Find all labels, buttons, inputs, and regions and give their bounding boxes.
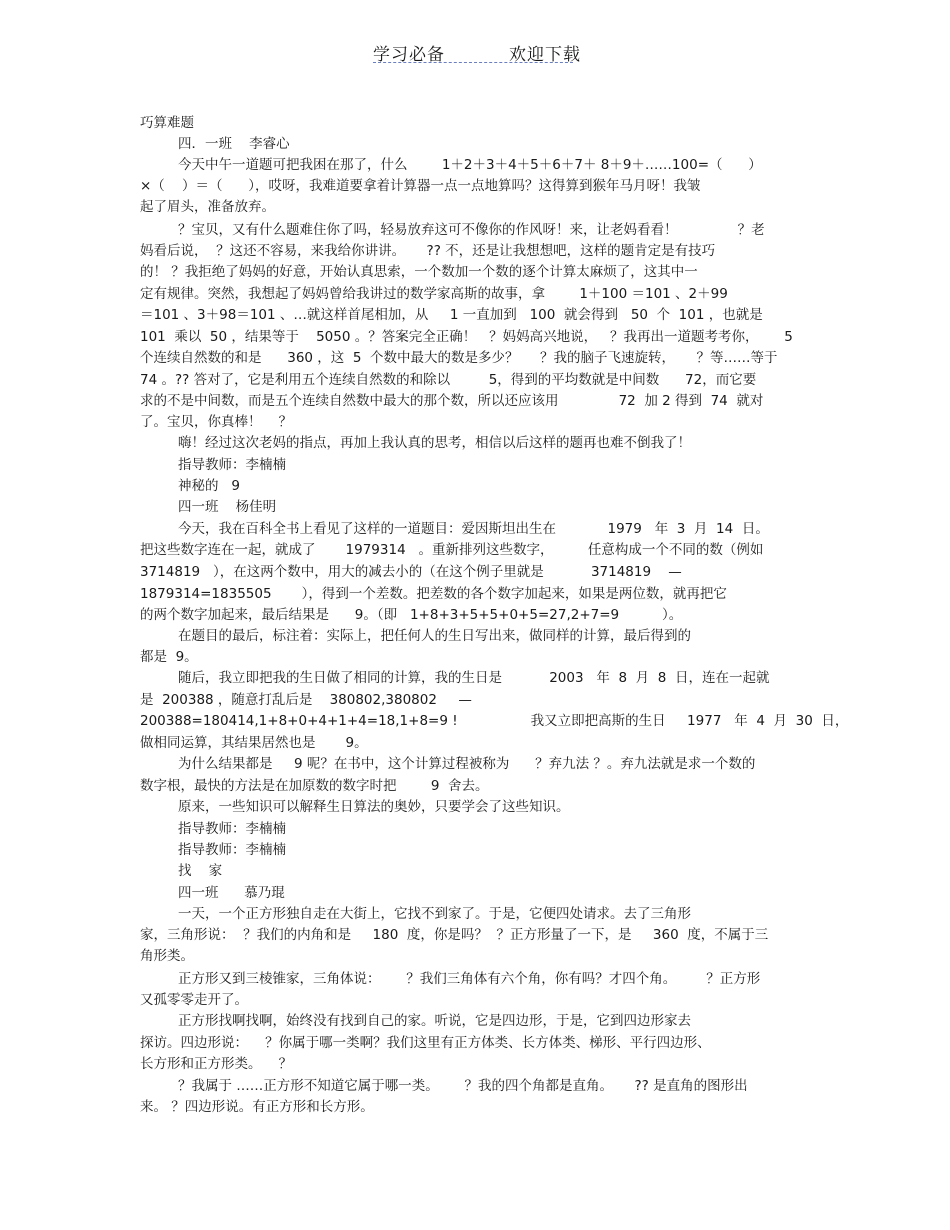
paragraph-line: 3714819 ），在这两个数中，用大的减去小的（在这个例子里就是 3714819 —	[140, 564, 682, 580]
paragraph-line: 又孤零零走开了。	[140, 992, 248, 1008]
paragraph-line: 的两个数字加起来，最后结果是 9。（即 1+8+3+5+5+0+5=27,2+7=9 ）。	[140, 607, 683, 623]
paragraph-line: 的！ ？我拒绝了妈妈的好意，开始认真思索，一个数加一个数的逐个计算太麻烦了，这其中一	[140, 264, 698, 280]
paragraph-line: 家，三角形说： ？我们的内角和是 180 度，你是吗？ ？正方形量了一下，是 360 度，不属于三	[140, 927, 769, 943]
paragraph-line: 做相同运算，其结果居然也是 9。	[140, 735, 368, 751]
paragraph-line: 101 乘以 50 ，结果等于 5050 。？答案完全正确！ ？妈妈高兴地说， ？我再出一道题考考你， 5	[140, 329, 793, 345]
paragraph-line: 1879314=1835505 ），得到一个差数。把差数的各个数字加起来，如果是两位数，就再把它	[140, 586, 727, 602]
paragraph-line: 今天中午一道题可把我困在那了，什么 1＋2＋3＋4＋5＋6＋7＋ 8＋9＋……100=（ ）	[178, 157, 762, 173]
paragraph-line: 定有规律。突然，我想起了妈妈曾给我讲过的数学家高斯的故事，拿 1＋100 ＝101 、2＋99	[140, 286, 728, 302]
author-line: 四一班 杨佳明	[178, 499, 277, 515]
paragraph-line: 了。宝贝，你真棒！ ？	[140, 414, 293, 430]
essay-title: 巧算难题	[140, 115, 194, 131]
paragraph-line: 来。 ？四边形说。有正方形和长方形。	[140, 1099, 374, 1115]
teacher-line: 指导教师：李楠楠	[178, 821, 286, 837]
author-line: 四．一班 李睿心	[178, 136, 290, 152]
paragraph-line: 一天，一个正方形独自走在大街上，它找不到家了。于是，它便四处请求。去了三角形	[178, 906, 691, 922]
paragraph-line: 数字根，最快的方法是在加原数的数字时把 9 舍去。	[140, 778, 489, 794]
paragraph-line: 把这些数字连在一起，就成了 1979314 。重新排列这些数字， 任意构成一个不同的数（例如	[140, 542, 764, 558]
paragraph-line: 个连续自然数的和是 360 ，这 5 个数中最大的数是多少？ ？我的脑子飞速旋转， ？等……等于	[140, 350, 778, 366]
paragraph-line: 嗨！经过这次老妈的指点，再加上我认真的思考，相信以后这样的题再也难不倒我了！	[178, 435, 691, 451]
paragraph-line: 探访。四边形说： ？你属于哪一类啊？我们这里有正方体类、长方体类、梯形、平行四边形、	[140, 1035, 711, 1051]
paragraph-line: 长方形和正方形类。 ？	[140, 1056, 293, 1072]
paragraph-line: 随后，我立即把我的生日做了相同的计算，我的生日是 2003 年 8 月 8 日，连在一起就	[178, 670, 770, 686]
page-header	[0, 0, 950, 80]
paragraph-line: 为什么结果都是 9 呢？在书中，这个计算过程被称为 ？弃九法 ？。弃九法就是求一个数的	[178, 756, 756, 772]
paragraph-line: 是 200388 ，随意打乱后是 380802,380802 —	[140, 692, 472, 708]
paragraph-line: ？我属于 ……正方形不知道它属于哪一类。 ？我的四个角都是直角。 ?? 是直角的图形出	[178, 1078, 748, 1094]
author-line: 四一班 慕乃琨	[178, 885, 285, 901]
paragraph-line: 200388=180414,1+8+0+4+1+4=18,1+8=9 ! 我又立即把高斯的生日 1977 年 4 月 30 日，	[140, 713, 849, 729]
paragraph-line: 正方形又到三棱锥家，三角体说： ？我们三角体有六个角，你有吗？才四个角。 ？正方形	[178, 971, 761, 987]
paragraph-line: 起了眉头，准备放弃。	[140, 199, 275, 215]
paragraph-line: ×（ ）＝（ ），哎呀，我难道要拿着计算器一点一点地算吗？这得算到猴年马月呀！我皱	[140, 178, 701, 194]
teacher-line: 指导教师：李楠楠	[178, 457, 286, 473]
paragraph-line: 都是 9。	[140, 649, 198, 665]
paragraph-line: 在题目的最后，标注着：实际上，把任何人的生日写出来，做同样的计算，最后得到的	[178, 628, 691, 644]
essay-title: 找 家	[178, 863, 223, 879]
teacher-line: 指导教师：李楠楠	[178, 842, 286, 858]
paragraph-line: 角形类。	[140, 948, 194, 964]
header-title: 学习必备 欢迎下载	[373, 45, 582, 65]
paragraph-line: 74 。?? 答对了，它是利用五个连续自然数的和除以 5，得到的平均数就是中间数 72，而它要	[140, 372, 757, 388]
paragraph-line: ＝101 、3＋98＝101 、…就这样首尾相加，从 1 一直加到 100 就会得到 50 个 101 ，也就是	[140, 307, 763, 323]
paragraph-line: 今天，我在百科全书上看见了这样的一道题目：爱因斯坦出生在 1979 年 3 月 14 日。	[178, 521, 769, 537]
paragraph-line: 正方形找啊找啊，始终没有找到自己的家。听说，它是四边形，于是，它到四边形家去	[178, 1013, 691, 1029]
essay-title: 神秘的 9	[178, 478, 240, 494]
paragraph-line: 妈看后说， ？这还不容易，来我给你讲讲。 ?? 不，还是让我想想吧，这样的题肯定是有技巧	[140, 243, 716, 259]
paragraph-line: ？宝贝，又有什么题难住你了吗，轻易放弃这可不像你的作风呀！来，让老妈看看！ ？老	[178, 222, 765, 238]
header-divider	[373, 62, 573, 63]
paragraph-line: 求的不是中间数，而是五个连续自然数中最大的那个数，所以还应该用 72 加 2 得到 74 就对	[140, 393, 764, 409]
paragraph-line: 原来，一些知识可以解释生日算法的奥妙，只要学会了这些知识。	[178, 799, 570, 815]
